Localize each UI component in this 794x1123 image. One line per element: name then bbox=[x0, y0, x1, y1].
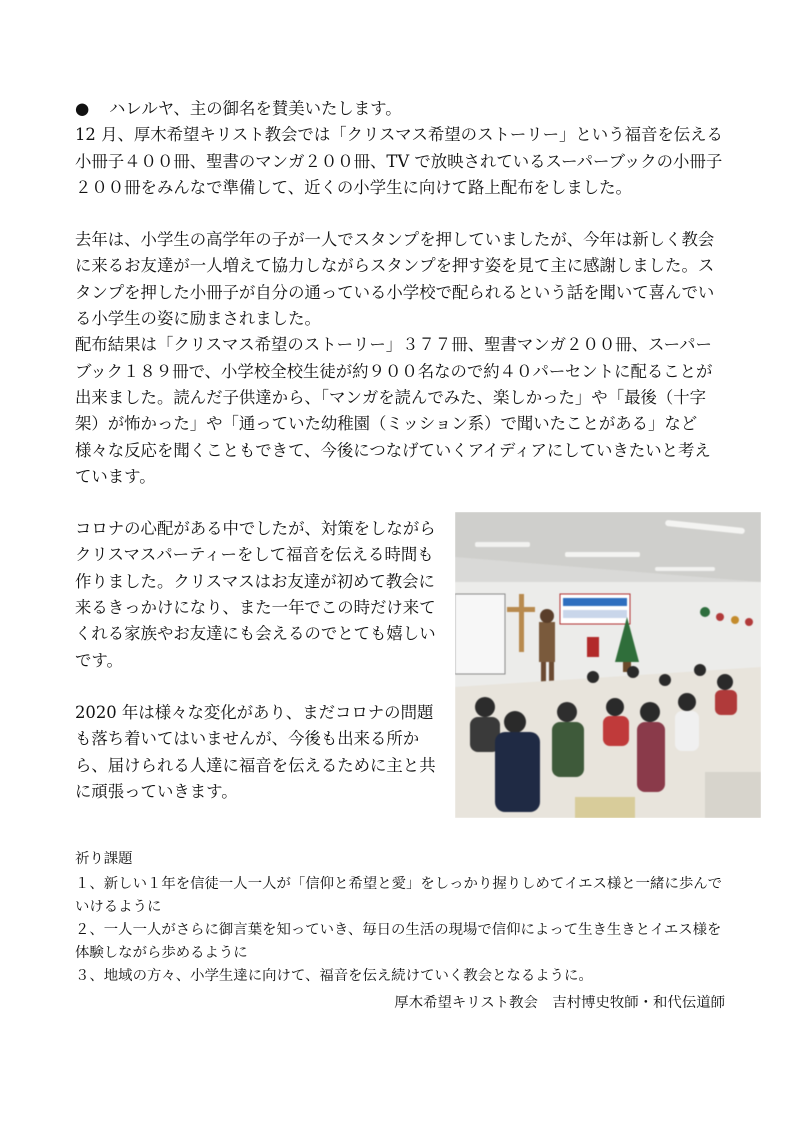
greeting-text: ハレルヤ、主の御名を賛美いたします。 bbox=[109, 99, 402, 118]
paragraph-gap bbox=[75, 674, 445, 700]
christmas-party-photo bbox=[455, 512, 761, 818]
prayer-title: 祈り課題 bbox=[75, 851, 133, 867]
paragraph-gap bbox=[75, 201, 725, 227]
party-text-column bbox=[75, 516, 445, 805]
bullet-icon: ● bbox=[75, 99, 90, 118]
paragraph-party: コロナの心配がある中でしたが、対策をしながらクリスマスパーティーをして福音を伝える時間も作りました。クリスマスはお友達が初めて教会に来るきっかけになり、また一年でこの時だけ来てくれる家族やお友達にも会えるのでとても嬉しいです。 bbox=[75, 519, 436, 670]
prayer-item-1: １、新しい１年を信徒一人一人が「信仰と希望と愛」をしっかり握りしめてイエス様と一緒に歩んでいけるように bbox=[75, 876, 723, 915]
paragraph-2020: 2020 年は様々な変化があり、まだコロナの問題も落ち着いてはいませんが、今後も出来る所から、届けられる人達に福音を伝えるために主と共に頑張っていきます。 bbox=[75, 702, 436, 801]
paragraph-stamps: 去年は、小学生の高学年の子が一人でスタンプを押していましたが、今年は新しく教会に来るお友達が一人増えて協力しながらスタンプを押す姿を見て主に感謝しました。スタンプを押した小冊子が自分の通っている小学校で配られるという話を聞いて喜んでいる小学生の姿に励まされました。 bbox=[75, 230, 715, 329]
paragraph-distribution: 12 月、厚木希望キリスト教会では「クリスマス希望のストーリー」という福音を伝える小冊子４００冊、聖書のマンガ２００冊、TV で放映されているスーパーブックの小冊子２００冊をみんなで準備して、近くの小学生に向けて路上配布をしました。 bbox=[75, 125, 723, 197]
article-body bbox=[75, 96, 725, 836]
prayer-item-2: ２、一人一人がさらに御言葉を知っていき、毎日の生活の現場で信仰によって生き生きとイエス様を体験しながら歩めるように bbox=[75, 922, 722, 961]
signature: 厚木希望キリスト教会 吉村博史牧師・和代伝道師 bbox=[394, 995, 725, 1011]
prayer-requests bbox=[75, 848, 735, 1015]
party-section bbox=[75, 516, 725, 836]
paragraph-results: 配布結果は「クリスマス希望のストーリー」３７７冊、聖書マンガ２００冊、スーパーブック１８９冊で、小学校全校生徒が約９００名なので約４０パーセントに配ることが出来ました。読んだ子供達から、「マンガを読んでみた、楽しかった」や「最後（十字架）が怖かった」や「通っていた幼稚園（ミッション系）で聞いたことがある」など様々な反応を聞くこともできて、今後につなげていくアイディアにしていきたいと考えています。 bbox=[75, 335, 713, 486]
greeting-line bbox=[75, 96, 725, 122]
prayer-item-3: ３、地域の方々、小学生達に向けて、福音を伝え続けていく教会となるように。 bbox=[75, 968, 593, 984]
